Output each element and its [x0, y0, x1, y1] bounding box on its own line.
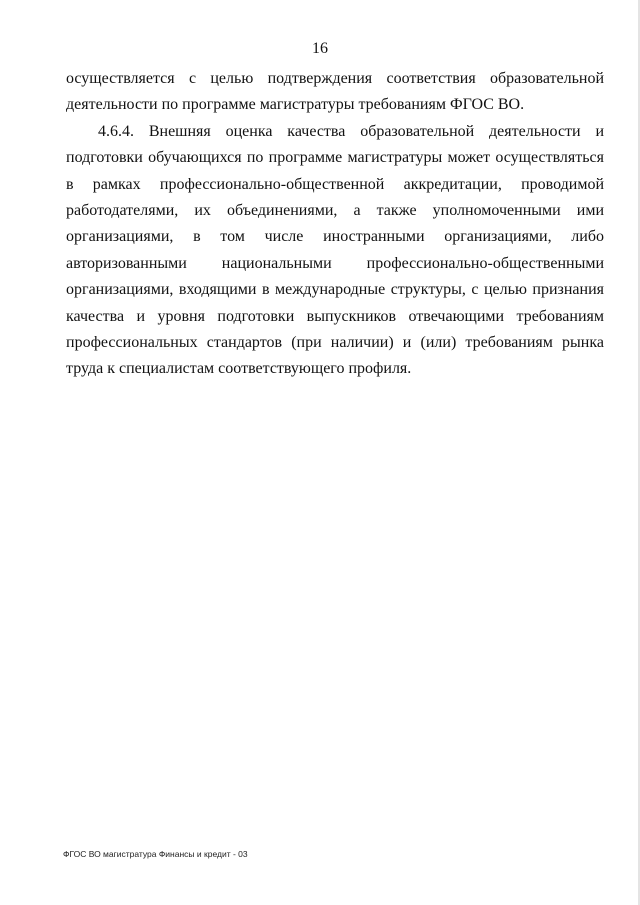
- document-body: [66, 66, 604, 383]
- paragraph-continuation: осуществляется с целью подтверждения соответствия образовательной деятельности по программе магистратуры требованиям ФГОС ВО.: [66, 70, 604, 114]
- page-number: 16: [312, 40, 328, 57]
- page-footer: ФГОС ВО магистратура Финансы и кредит - 03: [63, 849, 248, 859]
- paragraph-4-6-4: 4.6.4. Внешняя оценка качества образовательной деятельности и подготовки обучающихся по программе магистратуры может осуществляться в рамках профессионально-общественной аккредитации, проводимой работодателями, их объединениями, а также уполномоченными ими организациями, в том числе иностранными организациями, либо авторизованными национальными профессионально-общественными организациями, входящими в международные структуры, с целью признания качества и уровня подготовки выпускников отвечающими требованиям профессиональных стандартов (при наличии) и (или) требованиям рынка труда к специалистам соответствующего профиля.: [66, 122, 604, 378]
